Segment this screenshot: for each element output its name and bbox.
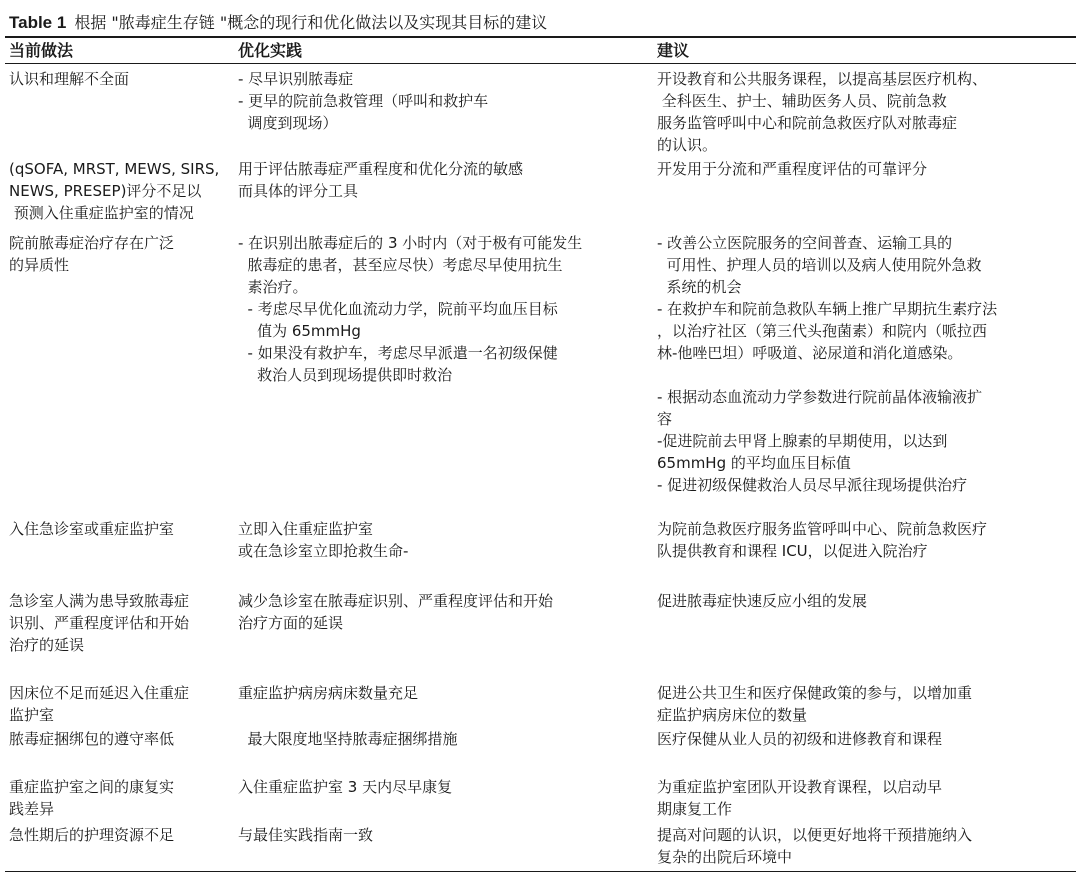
- cell-line: 因床位不足而延迟入住重症: [9, 684, 190, 702]
- current-practice-cell: [9, 728, 174, 750]
- cell-line: 容: [657, 410, 673, 428]
- table-header-rule: [5, 63, 1076, 64]
- cell-line: [657, 364, 997, 386]
- recommendation-cell: [657, 728, 942, 750]
- current-practice-cell: [9, 158, 219, 224]
- column-header-current-practice: 当前做法: [9, 41, 74, 60]
- cell-line: - 在识别出脓毒症后的 3 小时内（对于极有可能发生: [238, 234, 583, 252]
- optimized-practice-cell: [238, 158, 523, 202]
- recommendation-cell: [657, 682, 972, 726]
- cell-line: 全科医生、护士、辅助医务人员、院前急救: [657, 92, 947, 110]
- cell-line: 可用性、护理人员的培训以及病人使用院外急救: [657, 256, 982, 274]
- cell-line: - 促进初级保健救治人员尽早派往现场提供治疗: [657, 476, 968, 494]
- cell-line: - 根据动态血流动力学参数进行院前晶体液输液扩: [657, 388, 983, 406]
- cell-line: 系统的机会: [657, 278, 742, 296]
- cell-line: 重症监护室之间的康复实: [9, 778, 175, 796]
- cell-line: 服务监管呼叫中心和院前急救医疗队对脓毒症: [657, 114, 958, 132]
- recommendation-cell: [657, 232, 997, 496]
- cell-line: 提高对问题的认识，以便更好地将干预措施纳入: [657, 826, 973, 844]
- table-top-rule: [5, 36, 1076, 38]
- optimized-practice-cell: [238, 776, 452, 798]
- cell-line: (qSOFA, MRST, MEWS, SIRS,: [9, 160, 220, 178]
- cell-line: 为院前急救医疗服务监管呼叫中心、院前急救医疗: [657, 520, 988, 538]
- cell-line: 素治疗。: [238, 278, 308, 296]
- cell-line: - 考虑尽早优化血流动力学，院前平均血压目标: [238, 300, 558, 318]
- cell-line: 65mmHg 的平均血压目标值: [657, 454, 851, 472]
- current-practice-cell: [9, 518, 174, 540]
- recommendation-cell: [657, 158, 927, 180]
- optimized-practice-cell: [238, 728, 458, 750]
- recommendation-cell: [657, 68, 987, 156]
- cell-line: 期康复工作: [657, 800, 733, 818]
- current-practice-cell: [9, 776, 174, 820]
- table-bottom-rule: [5, 871, 1076, 872]
- recommendation-cell: [657, 824, 972, 868]
- cell-line: - 如果没有救护车，考虑尽早派遣一名初级保健: [238, 344, 558, 362]
- cell-line: 或在急诊室立即抢救生命-: [238, 542, 409, 560]
- cell-line: 院前脓毒症治疗存在广泛: [9, 234, 175, 252]
- cell-line: 队提供教育和课程 ICU，以促进入院治疗: [657, 542, 928, 560]
- table-number: Table 1: [9, 13, 67, 32]
- table-title: 根据 "脓毒症生存链 "概念的现行和优化做法以及实现其目标的建议: [74, 13, 548, 32]
- cell-line: 开设教育和公共服务课程，以提高基层医疗机构、: [657, 70, 988, 88]
- cell-line: 林-他唑巴坦）呼吸道、泌尿道和消化道感染。: [657, 344, 963, 362]
- cell-line: 值为 65mmHg: [238, 322, 361, 340]
- recommendation-cell: [657, 590, 867, 612]
- cell-line: 入住急诊室或重症监护室: [9, 520, 175, 538]
- recommendation-cell: [657, 776, 942, 820]
- cell-line: 监护室: [9, 706, 55, 724]
- cell-line: 最大限度地坚持脓毒症捆绑措施: [238, 730, 458, 748]
- cell-line: ，以治疗社区（第三代头孢菌素）和院内（哌拉西: [657, 322, 988, 340]
- cell-line: -促进院前去甲肾上腺素的早期使用，以达到: [657, 432, 948, 450]
- cell-line: 救治人员到现场提供即时救治: [238, 366, 453, 384]
- cell-line: - 在救护车和院前急救队车辆上推广早期抗生素疗法: [657, 300, 998, 318]
- current-practice-cell: [9, 682, 189, 726]
- cell-line: 开发用于分流和严重程度评估的可靠评分: [657, 160, 928, 178]
- optimized-practice-cell: [238, 68, 488, 134]
- current-practice-cell: [9, 824, 174, 846]
- current-practice-cell: [9, 68, 129, 90]
- cell-line: - 改善公立医院服务的空间普查、运输工具的: [657, 234, 953, 252]
- cell-line: 减少急诊室在脓毒症识别、严重程度评估和开始: [238, 592, 554, 610]
- cell-line: 症监护病房床位的数量: [657, 706, 808, 724]
- optimized-practice-cell: [238, 682, 418, 704]
- cell-line: 用于评估脓毒症严重程度和优化分流的敏感: [238, 160, 524, 178]
- cell-line: 医疗保健从业人员的初级和进修教育和课程: [657, 730, 943, 748]
- cell-line: - 更早的院前急救管理（呼叫和救护车: [238, 92, 489, 110]
- cell-line: 脓毒症捆绑包的遵守率低: [9, 730, 175, 748]
- cell-line: 认识和理解不全面: [9, 70, 130, 88]
- optimized-practice-cell: [238, 824, 373, 846]
- cell-line: 而具体的评分工具: [238, 182, 359, 200]
- cell-line: 与最佳实践指南一致: [238, 826, 374, 844]
- cell-line: 预测入住重症监护室的情况: [9, 204, 194, 222]
- cell-line: - 尽早识别脓毒症: [238, 70, 354, 88]
- cell-line: 入住重症监护室 3 天内尽早康复: [238, 778, 453, 796]
- optimized-practice-cell: [238, 232, 582, 386]
- cell-line: 促进公共卫生和医疗保健政策的参与，以增加重: [657, 684, 973, 702]
- cell-line: 的认识。: [657, 136, 718, 154]
- cell-line: 识别、严重程度评估和开始: [9, 614, 190, 632]
- cell-line: 急诊室人满为患导致脓毒症: [9, 592, 190, 610]
- cell-line: 急性期后的护理资源不足: [9, 826, 175, 844]
- recommendation-cell: [657, 518, 987, 562]
- optimized-practice-cell: [238, 590, 553, 634]
- column-header-optimized-practice: 优化实践: [238, 41, 303, 60]
- optimized-practice-cell: [238, 518, 408, 562]
- cell-line: 为重症监护室团队开设教育课程，以启动早: [657, 778, 943, 796]
- cell-line: 促进脓毒症快速反应小组的发展: [657, 592, 868, 610]
- current-practice-cell: [9, 590, 189, 656]
- cell-line: 重症监护病房病床数量充足: [238, 684, 419, 702]
- cell-line: 调度到现场）: [238, 114, 338, 132]
- cell-line: 治疗方面的延误: [238, 614, 344, 632]
- cell-line: 践差异: [9, 800, 55, 818]
- current-practice-cell: [9, 232, 174, 276]
- column-header-recommendation: 建议: [657, 41, 690, 60]
- table-caption: [9, 12, 547, 34]
- cell-line: 脓毒症的患者，甚至应尽快）考虑尽早使用抗生: [238, 256, 563, 274]
- cell-line: NEWS, PRESEP)评分不足以: [9, 182, 202, 200]
- cell-line: 的异质性: [9, 256, 70, 274]
- cell-line: 治疗的延误: [9, 636, 85, 654]
- cell-line: 立即入住重症监护室: [238, 520, 374, 538]
- cell-line: 复杂的出院后环境中: [657, 848, 793, 866]
